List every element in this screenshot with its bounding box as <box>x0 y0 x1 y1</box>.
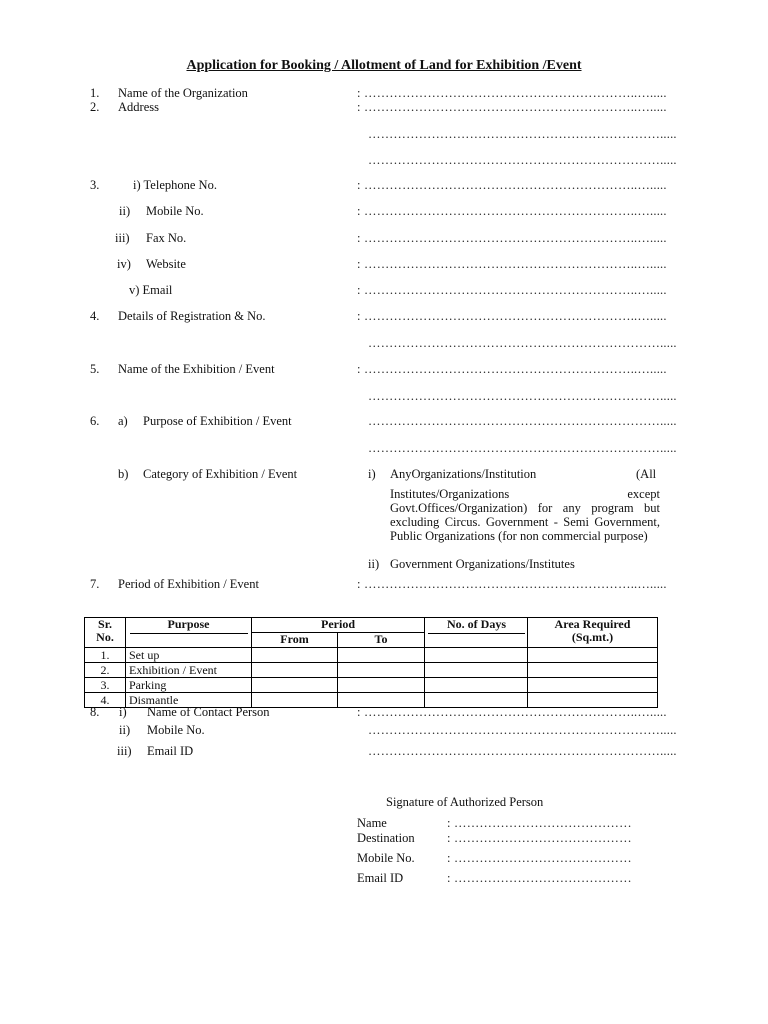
to-header-text: To <box>374 632 388 646</box>
period-field[interactable]: : ………………………………………………………..…..... <box>357 577 667 591</box>
sig-destination-label: Destination <box>357 831 415 845</box>
row-purpose: Dismantle <box>126 693 252 708</box>
sub-item-letter: b) <box>118 467 129 481</box>
to-cell[interactable] <box>338 663 425 678</box>
sub-item-number: i) <box>119 705 127 719</box>
to-header <box>338 633 425 648</box>
sig-name-field[interactable]: : …………………………………… <box>447 816 632 830</box>
sub-item-number: ii) <box>119 204 131 218</box>
sub-item-number: iii) <box>117 744 132 758</box>
item-number: 3. <box>90 178 100 192</box>
telephone-field[interactable]: : ………………………………………………………..…..... <box>357 178 667 192</box>
item-number: 8. <box>90 705 100 719</box>
item-number: 5. <box>90 362 100 376</box>
days-cell[interactable] <box>425 648 528 663</box>
address-field-2[interactable]: ……………………………………………………………..... <box>368 127 677 141</box>
sub-item-number: iv) <box>117 257 131 271</box>
registration-field-2[interactable]: ……………………………………………………………..... <box>368 336 677 350</box>
email-label: v) Email <box>129 283 173 297</box>
purpose-field-2[interactable]: ……………………………………………………………..... <box>368 441 677 455</box>
days-header <box>425 618 528 648</box>
registration-label: Details of Registration & No. <box>118 309 266 323</box>
organization-name-label: Name of the Organization <box>118 86 248 100</box>
from-cell[interactable] <box>252 663 338 678</box>
exhibition-name-field-1[interactable]: : ………………………………………………………..…..... <box>357 362 667 376</box>
category-label: Category of Exhibition / Event <box>143 467 298 481</box>
category-option-1-all: (All <box>636 467 657 481</box>
mobile-field[interactable]: : ………………………………………………………..…..... <box>357 204 667 218</box>
row-purpose: Exhibition / Event <box>126 663 252 678</box>
fax-field[interactable]: : ………………………………………………………..…..... <box>357 231 667 245</box>
sig-destination-field[interactable]: : …………………………………… <box>447 831 632 845</box>
signature-heading: Signature of Authorized Person <box>386 795 544 809</box>
item-number: 6. <box>90 414 100 428</box>
telephone-label: i) Telephone No. <box>133 178 217 192</box>
contact-email-label: Email ID <box>147 744 194 758</box>
days-header-text: No. of Days <box>428 618 525 634</box>
period-table <box>84 617 658 708</box>
contact-email-field[interactable]: ……………………………………………………………..... <box>368 744 677 758</box>
area-cell[interactable] <box>528 648 658 663</box>
from-header <box>252 633 338 648</box>
from-cell[interactable] <box>252 648 338 663</box>
purpose-field-1[interactable]: ……………………………………………………………..... <box>368 414 677 428</box>
sub-item-number: iii) <box>115 231 130 245</box>
contact-person-field[interactable]: : ………………………………………………………..…..... <box>357 705 667 719</box>
sig-email-label: Email ID <box>357 871 404 885</box>
area-cell[interactable] <box>528 678 658 693</box>
category-option-2-text: Government Organizations/Institutes <box>390 557 575 571</box>
category-option-number: i) <box>368 467 376 481</box>
form-title: Application for Booking / Allotment of Land for Exhibition /Event <box>186 58 582 73</box>
area-header <box>528 618 658 648</box>
exhibition-name-label: Name of the Exhibition / Event <box>118 362 275 376</box>
sr-header-text: Sr. <box>98 617 112 631</box>
address-field-1[interactable]: : ………………………………………………………..…..... <box>357 100 667 114</box>
sig-mobile-label: Mobile No. <box>357 851 415 865</box>
category-option-number: ii) <box>368 557 380 571</box>
email-field[interactable]: : ………………………………………………………..…..... <box>357 283 667 297</box>
item-number: 2. <box>90 100 100 114</box>
contact-mobile-field[interactable]: ……………………………………………………………..... <box>368 723 677 737</box>
sig-email-field[interactable]: : …………………………………… <box>447 871 632 885</box>
registration-field-1[interactable]: : ………………………………………………………..…..... <box>357 309 667 323</box>
contact-person-label: Name of Contact Person <box>147 705 270 719</box>
purpose-header <box>126 618 252 648</box>
purpose-header-text: Purpose <box>130 618 248 634</box>
website-label: Website <box>146 257 186 271</box>
address-field-3[interactable]: ……………………………………………………………..... <box>368 153 677 167</box>
to-cell[interactable] <box>338 678 425 693</box>
contact-mobile-label: Mobile No. <box>147 723 205 737</box>
area-header-text: Area Required <box>554 617 631 631</box>
category-option-1-head: AnyOrganizations/Institution <box>390 467 537 481</box>
sig-mobile-field[interactable]: : …………………………………… <box>447 851 632 865</box>
row-number: 3. <box>85 678 126 693</box>
no-header-text: No. <box>96 630 114 644</box>
row-purpose: Set up <box>126 648 252 663</box>
sig-name-label: Name <box>357 816 387 830</box>
row-number: 4. <box>85 693 126 708</box>
period-header: Period <box>252 618 425 633</box>
address-label: Address <box>118 100 159 114</box>
area-cell[interactable] <box>528 663 658 678</box>
row-purpose: Parking <box>126 678 252 693</box>
row-number: 2. <box>85 663 126 678</box>
organization-name-field[interactable]: : ………………………………………………………..…..... <box>357 86 667 100</box>
sub-item-number: ii) <box>119 723 131 737</box>
sub-item-letter: a) <box>118 414 128 428</box>
mobile-label: Mobile No. <box>146 204 204 218</box>
exhibition-name-field-2[interactable]: ……………………………………………………………..... <box>368 389 677 403</box>
item-number: 1. <box>90 86 100 100</box>
period-label: Period of Exhibition / Event <box>118 577 259 591</box>
area-unit-text: (Sq.mt.) <box>571 630 614 644</box>
table-row <box>85 678 658 693</box>
days-cell[interactable] <box>425 663 528 678</box>
category-option-1-text: Institutes/Organizations except Govt.Offices/Organization) for any program but excluding Circus. Government - Semi Government, Public Organizations (for non commercial purpose) <box>390 487 660 543</box>
table-row <box>85 663 658 678</box>
item-number: 7. <box>90 577 100 591</box>
to-cell[interactable] <box>338 648 425 663</box>
purpose-label: Purpose of Exhibition / Event <box>143 414 292 428</box>
table-row <box>85 648 658 663</box>
from-header-text: From <box>280 632 309 646</box>
website-field[interactable]: : ………………………………………………………..…..... <box>357 257 667 271</box>
days-cell[interactable] <box>425 678 528 693</box>
from-cell[interactable] <box>252 678 338 693</box>
row-number: 1. <box>85 648 126 663</box>
sr-no-header <box>85 618 126 648</box>
item-number: 4. <box>90 309 100 323</box>
fax-label: Fax No. <box>146 231 187 245</box>
